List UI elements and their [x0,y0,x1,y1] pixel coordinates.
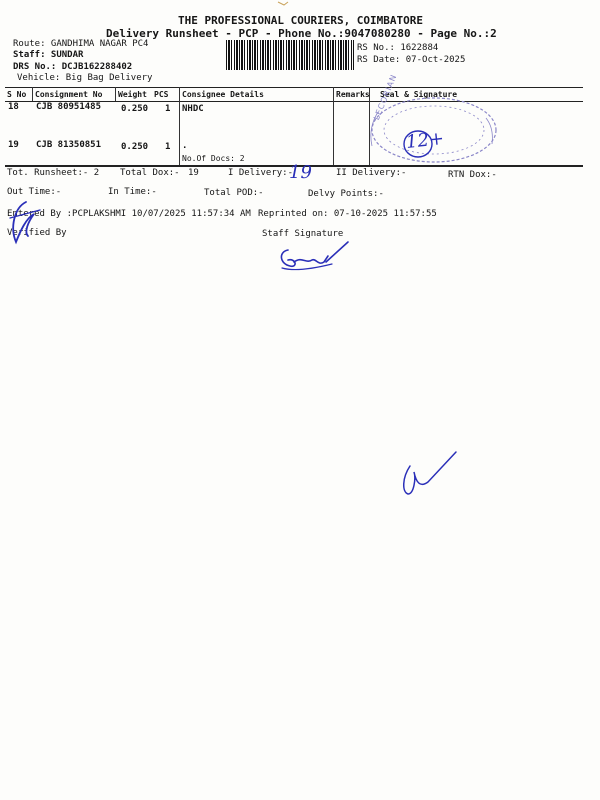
vehicle-label: Vehicle: Big Bag Delivery [17,73,153,83]
drs-number: DRS No.: DCJB162288402 [13,62,133,72]
rtn-dox-label: RTN Dox:- [448,170,497,180]
in-time-label: In Time:- [108,187,157,197]
verified-by-label: Verified By [7,228,67,238]
row-consignee: . [182,141,188,151]
reprinted-on: Reprinted on: 07-10-2025 11:57:55 [258,209,437,219]
row-sno: 18 [8,102,19,112]
column-header-weight: Weight [118,90,147,99]
stray-pen-mark [398,448,462,498]
column-divider [179,87,180,165]
total-pod-label: Total POD:- [204,188,264,198]
delivery-points-label: Delvy Points:- [308,189,384,199]
row-consignment-no: CJB 80951485 [36,102,102,112]
row-doc-count: No.Of Docs: 2 [182,154,245,163]
column-header-consignee: Consignee Details [182,90,264,99]
runsheet-title: Delivery Runsheet - PCP - Phone No.:9047080280 - Page No.:2 [106,27,497,40]
column-header-seal-signature: Seal & Signature [380,90,458,99]
column-divider [115,87,116,101]
staff-label: Staff: SUNDAR [13,50,84,60]
column-header-pcs: PCS [154,90,169,99]
stamp-ring-text: LECORIAN [372,72,399,122]
column-header-remarks: Remarks [336,90,370,99]
entered-by: Entered By :PCPLAKSHMI 10/07/2025 11:57:34 AM [7,209,251,219]
barcode-image [226,40,354,70]
total-dox-label: Total Dox:- [120,168,180,178]
verifier-signature [6,198,46,248]
out-time-label: Out Time:- [7,187,62,197]
rs-date: RS Date: 07-Oct-2025 [357,55,466,65]
row-weight: 0.250 [121,104,149,114]
staff-signature-label: Staff Signature [262,229,344,239]
total-runsheet: Tot. Runsheet:- 2 [7,168,100,178]
column-header-sno: S No [7,90,27,99]
ii-delivery-label: II Delivery:- [336,168,407,178]
row-pcs: 1 [165,142,171,152]
row-sno: 19 [8,140,19,150]
row-pcs: 1 [165,104,171,114]
company-title: THE PROFESSIONAL COURIERS, COIMBATORE [178,14,424,27]
column-divider [32,87,33,101]
handwritten-stamp-mark: 12+ [405,128,445,153]
row-consignment-no: CJB 81350851 [36,140,102,150]
i-delivery-handwritten: 19 [289,162,312,183]
scan-artifact [276,0,292,8]
rs-number: RS No.: 1622884 [357,43,439,53]
row-consignee: NHDC [182,104,204,114]
row-weight: 0.250 [121,142,149,152]
handwritten-circle [398,126,442,162]
total-dox-value: 19 [188,168,199,178]
staff-signature [276,238,356,280]
i-delivery-label: I Delivery:- [228,168,294,178]
column-divider [333,87,334,165]
column-header-consignment: Consignment No [35,90,103,99]
route-label: Route: GANDHIMA NAGAR PC4 [13,39,149,49]
